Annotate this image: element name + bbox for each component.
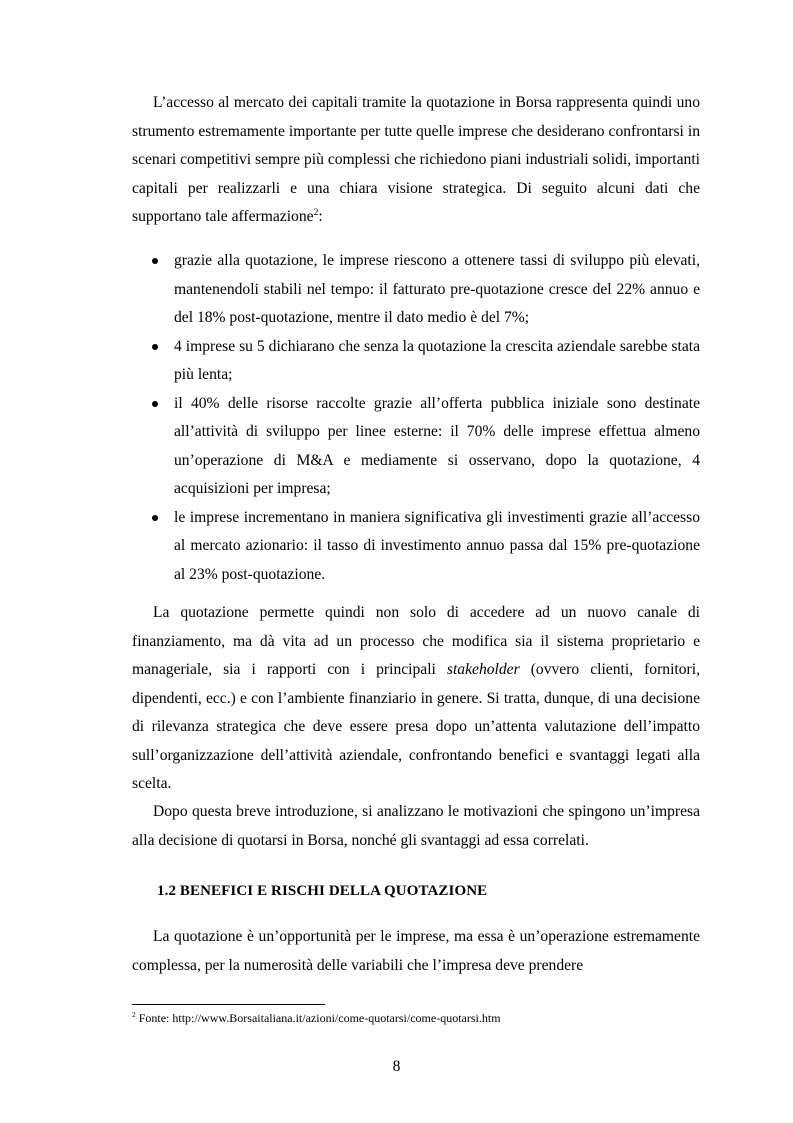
list-item-text: 4 imprese su 5 dichiarano che senza la quotazione la crescita aziendale sarebbe stata più lenta; bbox=[174, 337, 700, 383]
list-item bbox=[132, 504, 700, 590]
footnote-divider bbox=[132, 1004, 325, 1005]
paragraph-intro bbox=[132, 89, 700, 232]
list-item bbox=[132, 247, 700, 333]
paragraph-benefici: La quotazione è un’opportunità per le imprese, ma essa è un’operazione estremamente complessa, per la numerosità delle variabili che l’impresa deve prendere bbox=[132, 928, 700, 974]
bullet-icon bbox=[152, 258, 158, 264]
footnote-reference: 2 bbox=[313, 206, 319, 218]
list-item-text: le imprese incrementano in maniera significativa gli investimenti grazie all’accesso al mercato azionario: il tasso di investimento annuo passa dal 15% pre-quotazione al 23% post-quotazione. bbox=[174, 508, 700, 583]
bullet-icon bbox=[152, 515, 158, 521]
paragraph-quotazione-italic: stakeholder bbox=[446, 661, 520, 678]
footnote-text: Fonte: http://www.Borsaitaliana.it/azioni/come-quotarsi/come-quotarsi.htm bbox=[135, 1011, 501, 1025]
footnote bbox=[132, 1010, 501, 1026]
page-number: 8 bbox=[392, 1058, 401, 1075]
list-item-text: il 40% delle risorse raccolte grazie all’offerta pubblica iniziale sono destinate all’attività di sviluppo per linee esterne: il 70% delle imprese effettua almeno un’operazione di M&A e mediamente si osservano, dopo la quotazione, 4 acquisizioni per impresa; bbox=[174, 394, 700, 497]
paragraph-quotazione bbox=[132, 599, 700, 799]
list-item bbox=[132, 390, 700, 504]
bullet-icon bbox=[152, 344, 158, 350]
section-heading: 1.2 BENEFICI E RISCHI DELLA QUOTAZIONE bbox=[157, 883, 488, 899]
paragraph-quotazione-text-start: La quotazione permette quindi non solo di accedere ad un nuovo canale di finanziamento, ma dà vita ad un processo che modifica sia il sistema proprietario e manageriale, sia i rapporti con i principali bbox=[132, 604, 700, 678]
list-item-text: grazie alla quotazione, le imprese riescono a ottenere tassi di sviluppo più elevati, mantenendoli stabili nel tempo: il fatturato pre-quotazione cresce del 22% annuo e del 18% post-quotazione, mentre il dato medio è del 7%; bbox=[174, 252, 700, 326]
footnote-marker: 2 bbox=[132, 1010, 136, 1019]
list-item bbox=[132, 333, 700, 390]
bullet-icon bbox=[152, 401, 158, 407]
paragraph-quotazione-text-end: (ovvero clienti, fornitori, dipendenti, ecc.) e con l’ambiente finanziario in genere. Si tratta, dunque, di una decisione di rilevanza strategica che deve essere presa dopo un’attenta valutazione dell’impatto sull’organizzazione dell’attività aziendale, confrontando benefici e svantaggi legati alla scelta. bbox=[132, 661, 700, 792]
paragraph-intro-trailing: : bbox=[318, 208, 323, 225]
bullet-list bbox=[132, 247, 700, 589]
paragraph-intro-text: L’accesso al mercato dei capitali tramite la quotazione in Borsa rappresenta quindi uno strumento estremamente importante per tutte quelle imprese che desiderano confrontarsi in scenari competitivi sempre più complessi che richiedono piani industriali solidi, importanti capitali per realizzarli e una chiara visione strategica. Di seguito alcuni dati che supportano tale affermazione bbox=[132, 94, 700, 225]
paragraph-introduzione: Dopo questa breve introduzione, si analizzano le motivazioni che spingono un’impresa alla decisione di quotarsi in Borsa, nonché gli svantaggi ad essa correlati. bbox=[132, 803, 700, 849]
